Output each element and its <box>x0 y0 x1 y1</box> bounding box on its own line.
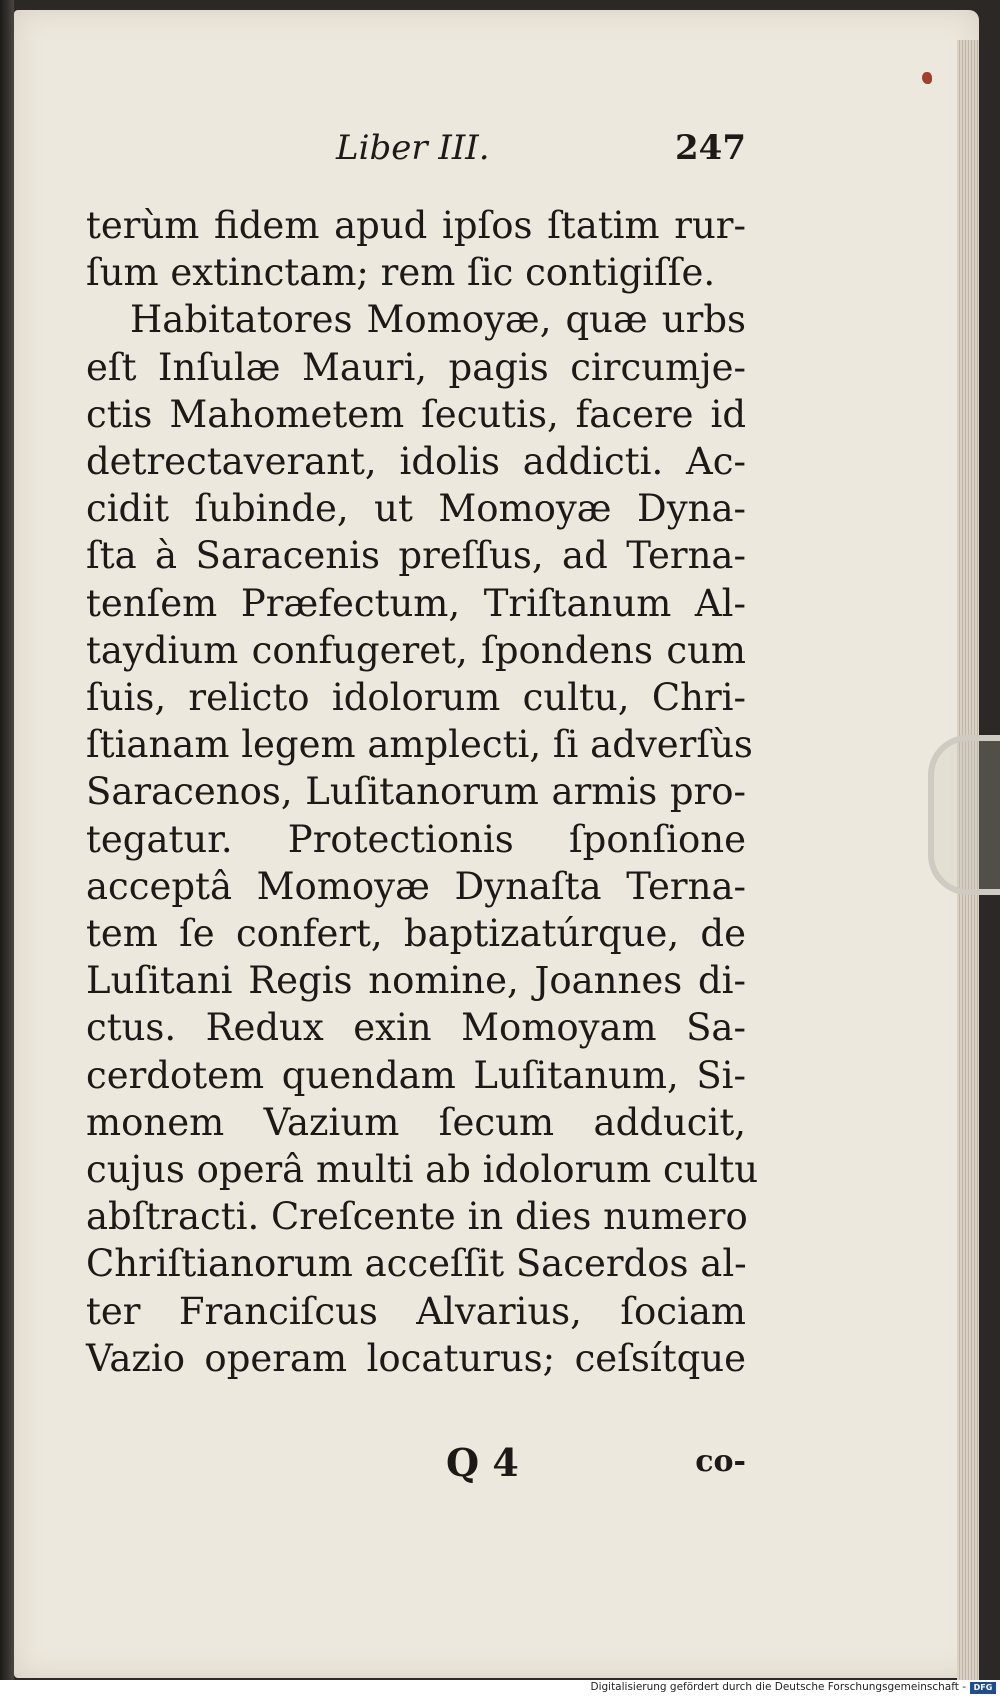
catchword: co- <box>695 1444 746 1479</box>
text-line: ctus. Redux exin Momoyam Sa- <box>86 1006 746 1050</box>
text-line: abſtracti. Creſcente in dies numero <box>86 1195 748 1239</box>
text-line: monem Vazium ſecum adducit, <box>86 1100 746 1144</box>
text-line: cujus operâ multi ab idolorum cultu <box>86 1148 759 1192</box>
text-line: taydium confugeret, ſpondens cum <box>86 628 746 672</box>
credit-text: Digitalisierung gefördert durch die Deutsche Forschungsgemeinschaft - <box>590 1681 966 1693</box>
text-line: Habitatores Momoyæ, quæ urbs <box>130 298 746 342</box>
running-title: Liber III. <box>336 128 490 168</box>
text-line: ſuis, relicto idolorum cultu, Chri- <box>86 676 746 720</box>
page-number: 247 <box>675 128 746 168</box>
text-line: ſum extinctam; rem ſic contigiſſe. <box>86 251 716 295</box>
page-clip <box>928 735 1000 895</box>
text-line: cerdotem quendam Luſitanum, Si- <box>86 1053 746 1097</box>
text-line: cidit ſubinde, ut Momoyæ Dyna- <box>86 487 746 531</box>
text-line: tegatur. Protectionis ſponſione <box>86 817 746 861</box>
text-line: Chriſtianorum acceſſit Sacerdos al- <box>86 1242 747 1286</box>
text-line: terùm fidem apud ipſos ſtatim rur- <box>86 204 746 247</box>
text-line: detrectaverant, idolis addicti. Ac- <box>86 440 746 484</box>
credit-bar <box>0 1680 1000 1696</box>
body-text <box>86 202 759 1382</box>
dfg-logo: DFG <box>970 1682 996 1694</box>
text-line: Saracenos, Luſitanorum armis pro- <box>86 770 746 814</box>
book-gutter <box>0 0 14 1680</box>
page-header <box>86 128 746 174</box>
text-line: acceptâ Momoyæ Dynaſta Terna- <box>86 864 746 908</box>
page-footer <box>86 1440 746 1490</box>
signature-mark: Q 4 <box>446 1440 519 1485</box>
text-line: ſtianam legem amplecti, ſi adverſùs <box>86 723 753 767</box>
text-line: Vazio operam locaturus; ceſsítque <box>86 1336 746 1380</box>
text-line: ſta à Saracenis preſſus, ad Terna- <box>86 534 746 578</box>
text-line: tem ſe confert, baptizatúrque, de <box>86 912 746 956</box>
text-line: eſt Inſulæ Mauri, pagis circumje- <box>86 345 746 389</box>
ink-spot <box>922 72 932 84</box>
text-line: ctis Mahometem ſecutis, facere id <box>86 392 746 436</box>
text-line: tenſem Præfectum, Triſtanum Al- <box>86 581 746 625</box>
text-line: Luſitani Regis nomine, Joannes di- <box>86 959 746 1003</box>
text-line: ter Franciſcus Alvarius, ſociam <box>86 1289 746 1333</box>
